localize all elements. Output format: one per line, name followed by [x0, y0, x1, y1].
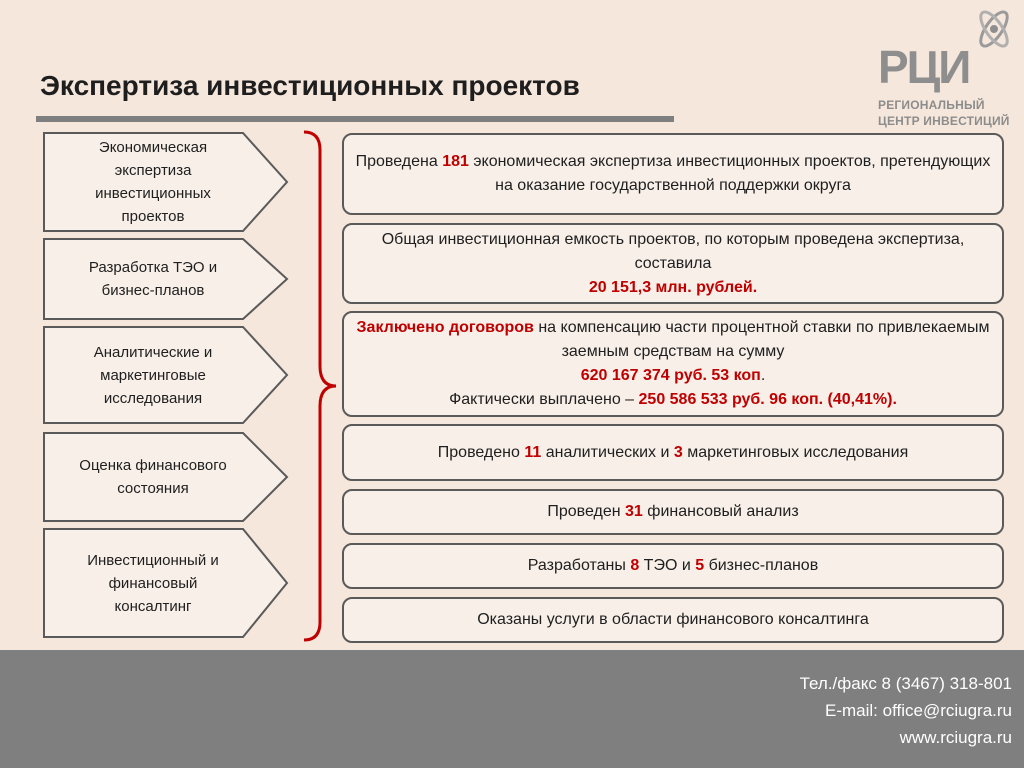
result-box-capacity: Общая инвестиционная емкость проектов, по которым проведена экспертиза, составила 20 151,3 млн. рублей.: [342, 223, 1004, 304]
service-block-analytics-marketing: [43, 326, 289, 424]
service-block-economic-expertise: [43, 132, 289, 232]
service-label: Аналитические и маркетинговые исследования: [93, 343, 213, 407]
result-box-research: Проведено 11 аналитических и 3 маркетинговых исследования: [342, 424, 1004, 481]
result-box-financial-analysis: Проведен 31 финансовый анализ: [342, 489, 1004, 535]
logo-text-line2: ЦЕНТР ИНВЕСТИЦИЙ: [878, 114, 1010, 128]
service-label: Разработка ТЭО и бизнес-планов: [88, 259, 218, 299]
contact-website[interactable]: www.rciugra.ru: [899, 728, 1012, 747]
page-title: Экспертиза инвестиционных проектов: [40, 70, 580, 101]
curly-bracket-icon: [300, 130, 340, 642]
contact-email[interactable]: E-mail: office@rciugra.ru: [825, 701, 1012, 720]
footer-bar: [0, 650, 1024, 768]
result-box-expertise: Проведена 181 экономическая экспертиза инвестиционных проектов, претендующих на оказание государственной поддержки округа: [342, 133, 1004, 215]
service-label: Оценка финансового состояния: [79, 457, 227, 497]
logo-text-line1: РЕГИОНАЛЬНЫЙ: [878, 98, 985, 112]
contact-phone: Тел./факс 8 (3467) 318-801: [799, 674, 1012, 693]
logo-mark: РЦИ: [878, 41, 970, 93]
company-logo: [876, 4, 1024, 132]
service-label: Инвестиционный и финансовый консалтинг: [87, 551, 219, 615]
service-block-financial-assessment: [43, 432, 289, 522]
result-box-contracts: Заключено договоров на компенсацию части процентной ставки по привлекаемым заемным средствам на сумму 620 167 374 руб. 53 коп. Фактически выплачено – 250 586 533 руб. 96 коп. (40,41%).: [342, 311, 1004, 417]
title-underline: [36, 116, 674, 122]
service-block-feasibility-business-plans: [43, 238, 289, 320]
service-block-investment-consulting: [43, 528, 289, 638]
service-label: Экономическая экспертиза инвестиционных проектов: [95, 139, 211, 225]
atom-icon: [972, 4, 1016, 54]
result-box-business-plans: Разработаны 8 ТЭО и 5 бизнес-планов: [342, 543, 1004, 589]
result-box-consulting: Оказаны услуги в области финансового консалтинга: [342, 597, 1004, 643]
